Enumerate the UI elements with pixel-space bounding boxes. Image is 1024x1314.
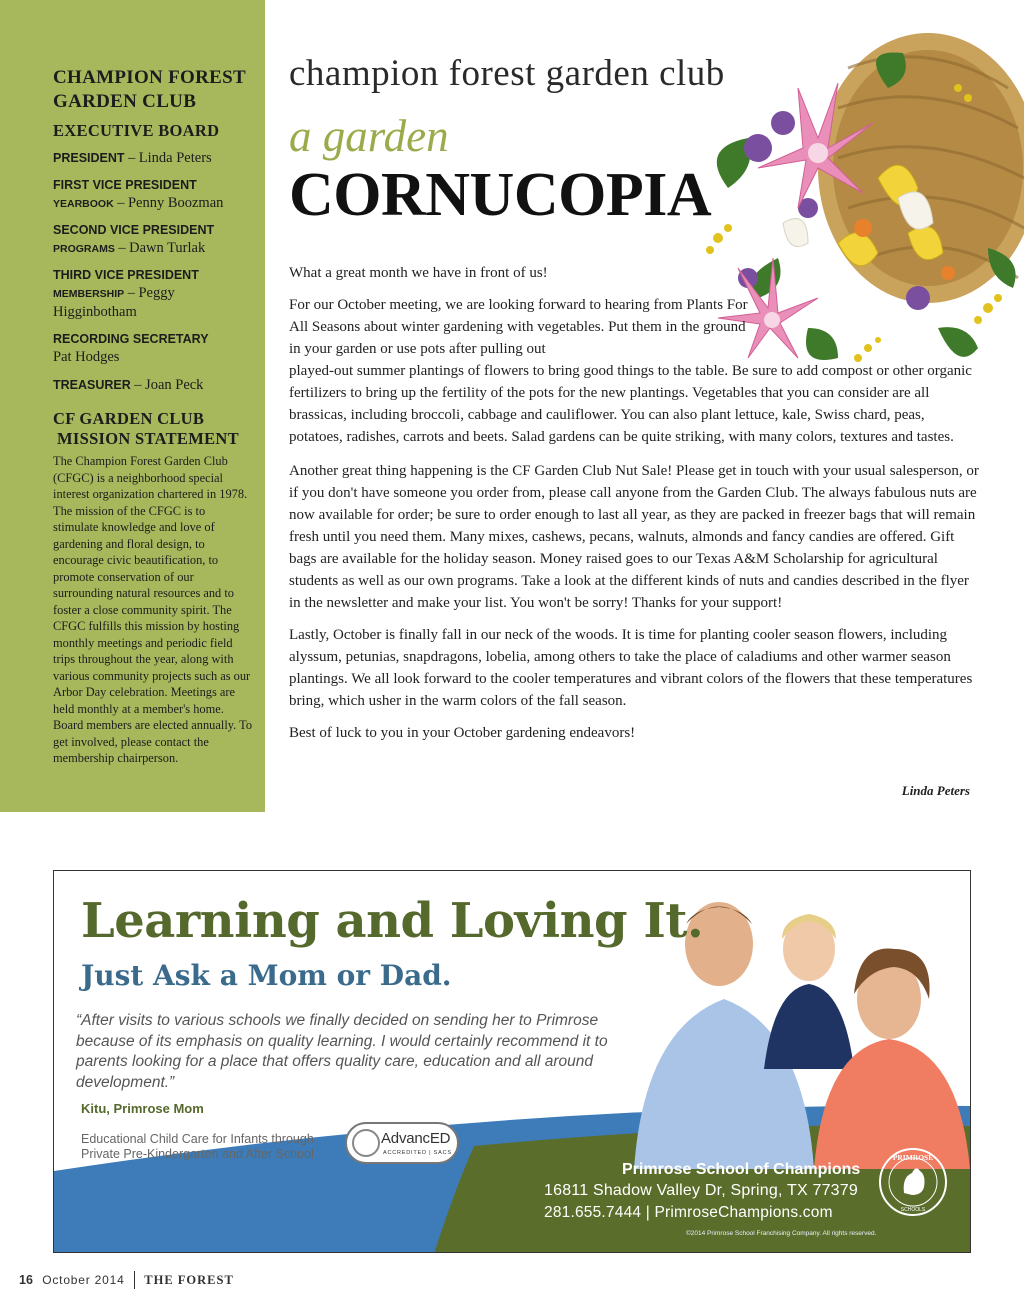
club-title: CHAMPION FOREST GARDEN CLUB xyxy=(53,67,246,112)
article-paragraph-4: Best of luck to you in your October gardening endeavors! xyxy=(289,725,636,741)
issue-date: October 2014 xyxy=(42,1273,125,1287)
primrose-seal-logo xyxy=(878,1147,948,1217)
article-paragraph-2: Another great thing happening is the CF Garden Club Nut Sale! Please get in touch with your usual salesperson, or if you don't have someone you order from, please call anyone from the Garden Club. The always fabulous nuts are now available for order; be sure to order enough to last all year, as they are packed in freezer bags that will remain fresh until you need them. Many mixes, cashews, pecans, walnuts, almonds and fancy candies are offered. Gift bags are available for the holiday season. Money raised goes to our Texas A&M Scholarship for agricultural students as well as our own programs. Take a look at the different kinds of nuts and candies described in the flyer in the newsletter and make your list. You won't be sorry! Thanks for your support! xyxy=(289,463,979,611)
page-number: 16 xyxy=(19,1273,33,1287)
article-intro: What a great month we have in front of us! xyxy=(289,265,548,281)
first-vp-entry: FIRST VICE PRESIDENT YEARBOOK – Penny Boozman xyxy=(53,178,224,211)
third-vp-entry: THIRD VICE PRESIDENT MEMBERSHIP – Peggy Higginbotham xyxy=(53,268,199,320)
ad-description: Educational Child Care for Infants through Private Pre-Kindergarten and After School xyxy=(81,1132,314,1161)
ad-subheadline: Just Ask a Mom or Dad. xyxy=(81,959,452,992)
ad-copyright: ©2014 Primrose School Franchising Company. All rights reserved. xyxy=(686,1230,877,1237)
ad-attribution: Kitu, Primrose Mom xyxy=(81,1101,204,1116)
article-body xyxy=(289,262,979,754)
ad-testimonial: “After visits to various schools we finally decided on sending her to Primrose because of its emphasis on quality learning. I would certainly recommend it to parents looking for a place that offers quality care, education and all around development.” xyxy=(76,1012,608,1091)
school-contact: 281.655.7444 | PrimroseChampions.com xyxy=(544,1204,833,1221)
article-kicker: champion forest garden club xyxy=(289,53,725,94)
svg-text:SCHOOLS: SCHOOLS xyxy=(900,1207,926,1213)
article-paragraph-1: For our October meeting, we are looking forward to hearing from Plants For All Seasons about winter gardening with vegetables. Put them in the ground in your garden or use pots after pulling out played-out summer plantings of flowers to bring good things to the table. Be sure to add compost or other organic fertilizers to bring up the fertility of the pots for the new plantings. Vegetables that you can consider are all brassicas, including broccoli, cabbage and cauliflower. You can also plant lettuce, kale, Swiss chard, peas, potatoes, radishes, carrots and beets. Salad gardens can be quite striking, with many colors, textures and tastes. xyxy=(289,297,972,445)
article-paragraph-3: Lastly, October is finally fall in our neck of the woods. It is time for planting cooler season flowers, including alyssum, petunias, snapdragons, lobelia, among others to take the place of caladiums and other warmer season plantings. We all look forward to the cooler temperatures and vibrant colors of the flowers that these temperatures bring, which usher in the warm colors of the fall season. xyxy=(289,627,973,709)
page-footer xyxy=(19,1271,234,1289)
school-name: Primrose School of Champions xyxy=(622,1161,861,1178)
second-vp-entry: SECOND VICE PRESIDENT PROGRAMS – Dawn Turlak xyxy=(53,223,215,256)
school-address: 16811 Shadow Valley Dr, Spring, TX 77379 xyxy=(544,1182,858,1199)
president-entry: PRESIDENT – Linda Peters xyxy=(53,150,212,166)
school-phone: 281.655.7444 xyxy=(544,1204,642,1221)
magazine-name: THE FOREST xyxy=(144,1273,234,1287)
board-heading: EXECUTIVE BOARD xyxy=(53,121,220,140)
school-website[interactable]: PrimroseChampions.com xyxy=(654,1204,833,1221)
article-signature: Linda Peters xyxy=(901,783,970,798)
sidebar xyxy=(0,0,265,812)
secretary-entry: RECORDING SECRETARY Pat Hodges xyxy=(53,332,209,365)
article-subhead: a garden xyxy=(289,111,449,161)
treasurer-entry: TREASURER – Joan Peck xyxy=(53,377,204,393)
article-headline: CORNUCOPIA xyxy=(289,161,712,229)
mission-heading: CF GARDEN CLUB MISSION STATEMENT xyxy=(53,409,239,448)
primrose-advertisement xyxy=(53,870,971,1253)
footer-divider xyxy=(134,1271,135,1289)
ad-headline: Learning and Loving It. xyxy=(81,893,704,949)
svg-text:PRIMROSE: PRIMROSE xyxy=(892,1153,934,1162)
checkmark-icon xyxy=(352,1129,380,1157)
advanced-accreditation-badge: AdvancED ACCREDITED | SACS xyxy=(345,1122,459,1164)
mission-statement: The Champion Forest Garden Club (CFGC) is a neighborhood special interest organization chartered in 1978. The mission of the CFGC is to stimulate knowledge and love of gardening and floral design, to encourage civic beautification, to promote conservation of our surrounding natural resources and to foster a close community spirit. The CFGC fulfills this mission by hosting monthly meetings and periodic field trips throughout the year, along with various community projects such as our Arbor Day celebration. Meetings are held monthly at a member's home. Board members are elected annually. To get involved, please contact the membership chairperson. xyxy=(53,454,253,765)
